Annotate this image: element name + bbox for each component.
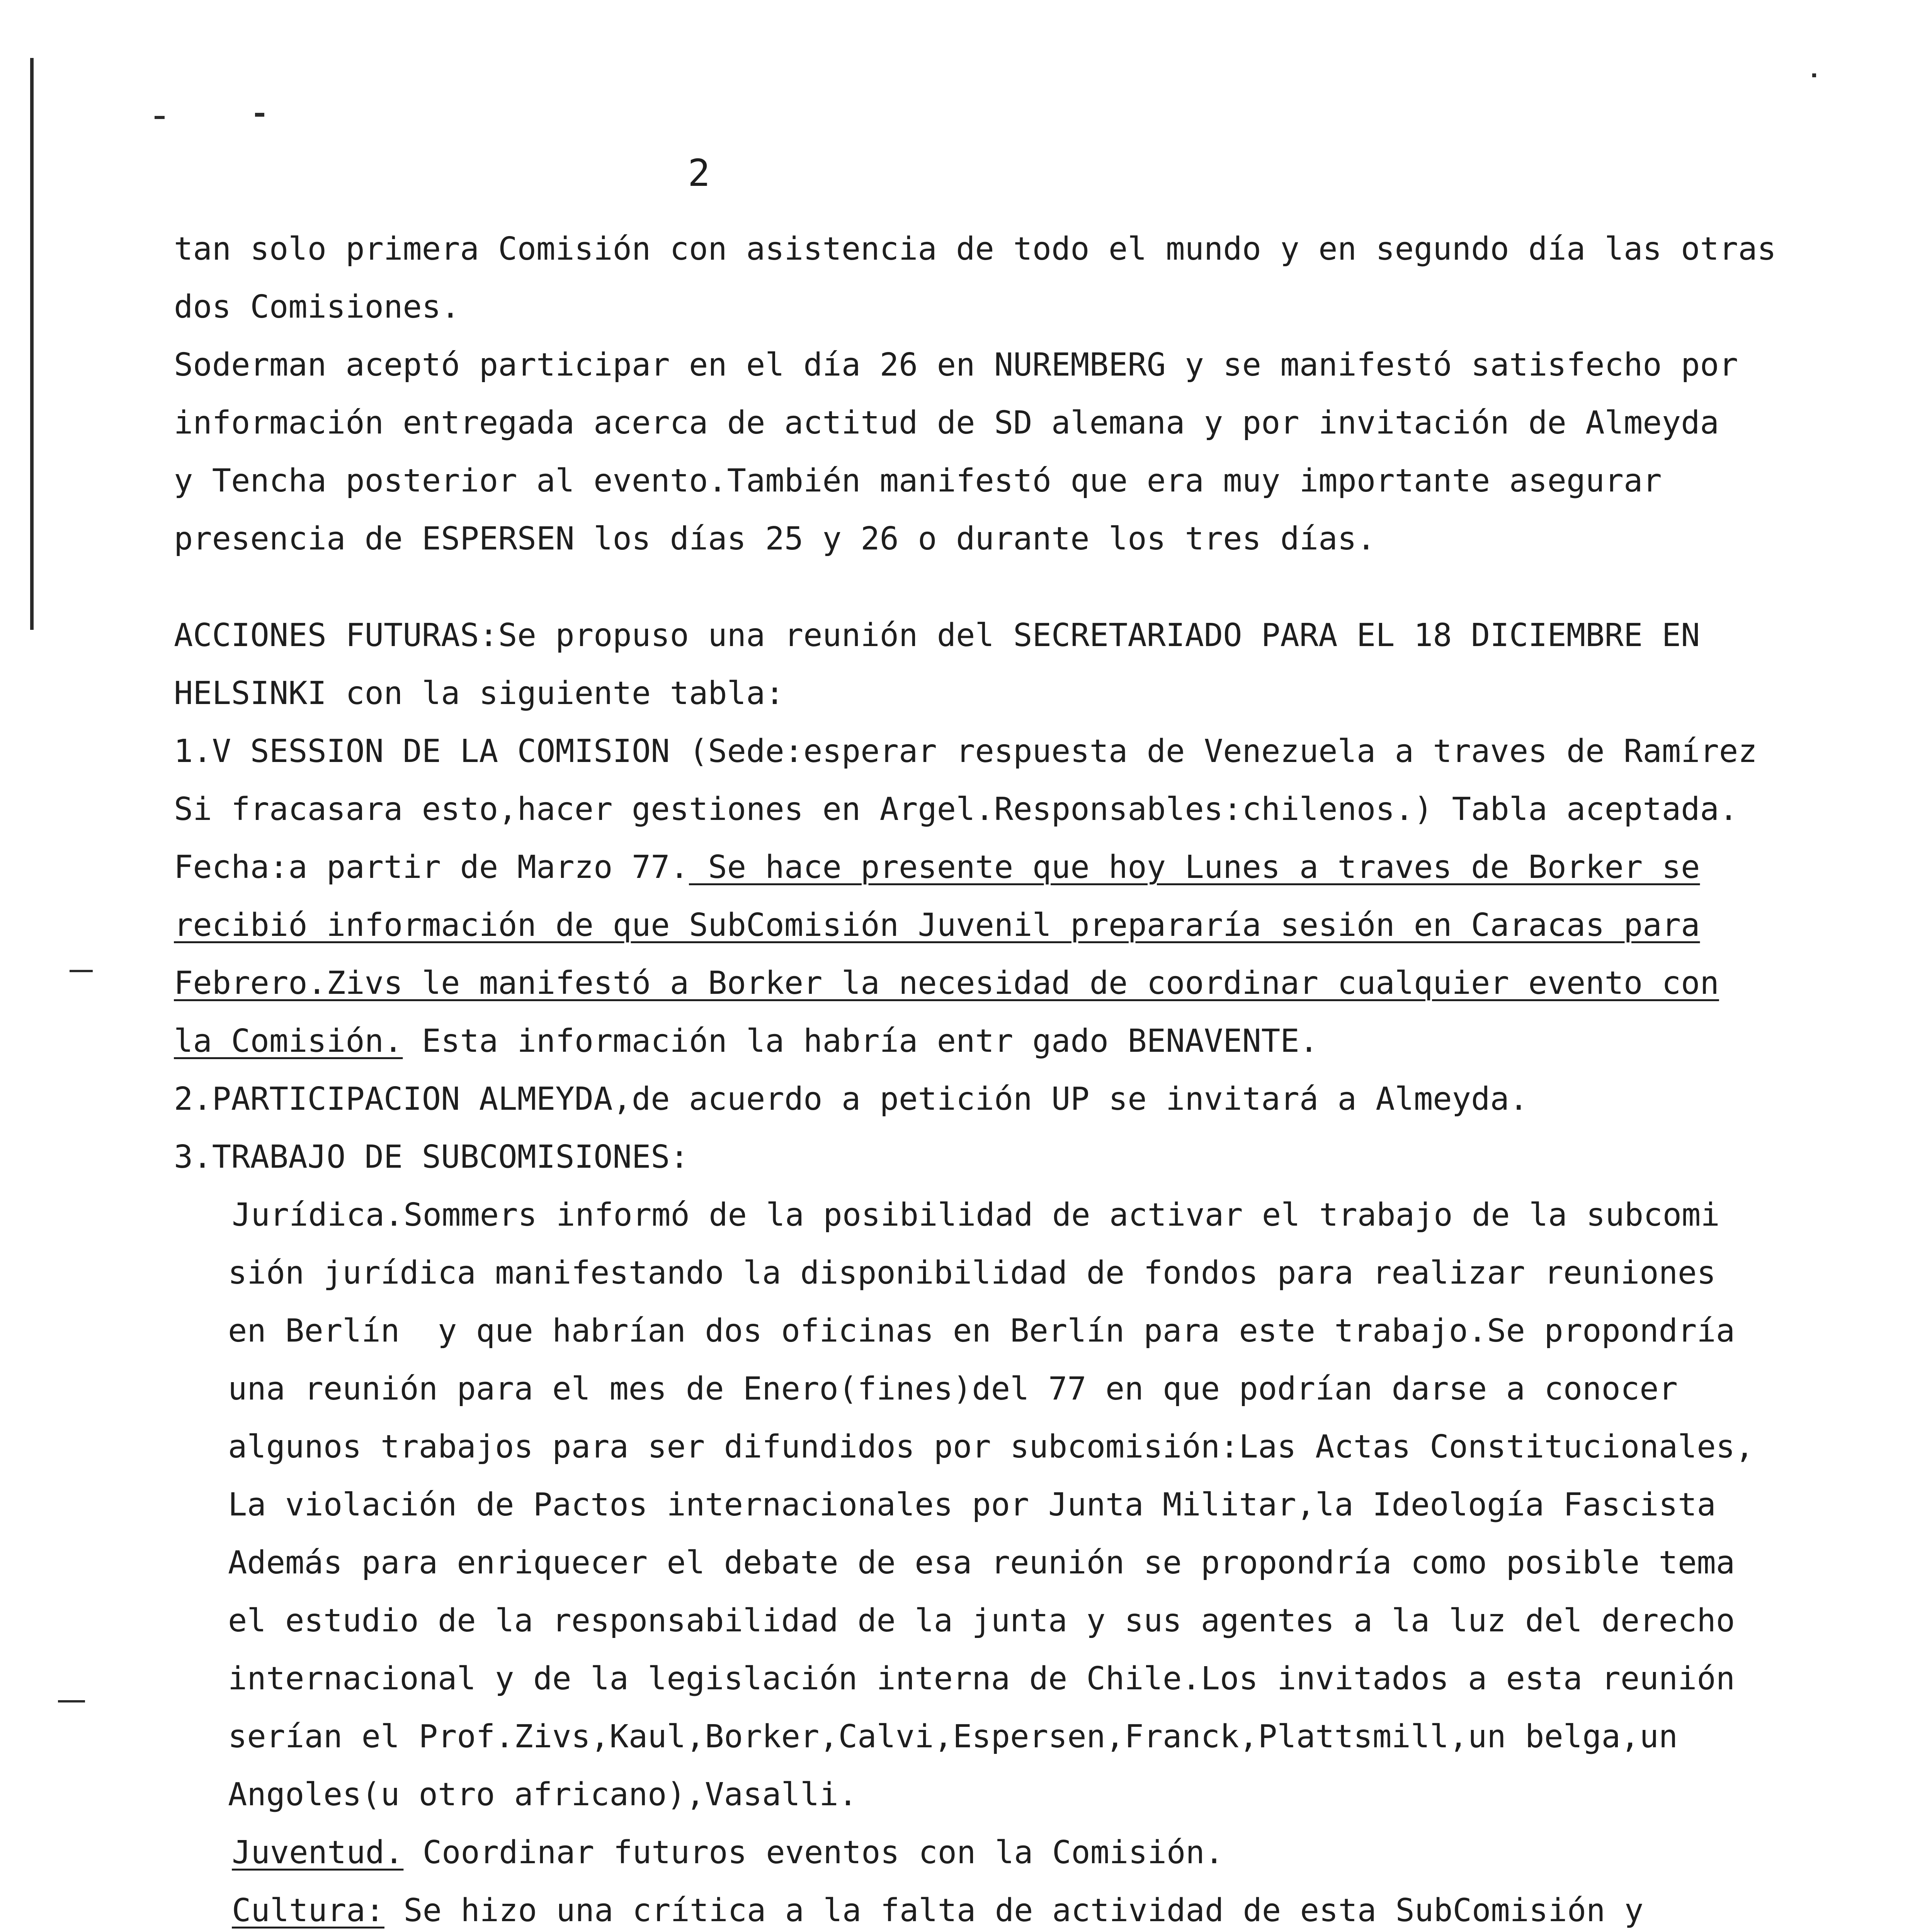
underlined-text: Cultura: (232, 1892, 384, 1929)
text-line: 3.TRABAJO DE SUBCOMISIONES: (174, 1139, 689, 1175)
underlined-text: la Comisión. (174, 1023, 403, 1060)
text-line (174, 838, 1932, 896)
text-line: sión jurídica manifestando la disponibilidad de fondos para realizar reuniones (228, 1255, 1716, 1291)
scan-speck (1812, 73, 1816, 77)
scan-speck (155, 116, 165, 119)
text-line: dos Comisiones. (174, 289, 460, 325)
text-segment: Coordinar futuros eventos con la Comisión. (403, 1834, 1224, 1871)
text-line: serían el Prof.Zivs,Kaul,Borker,Calvi,Espersen,Franck,Plattsmill,un belga,un (228, 1718, 1678, 1755)
paragraph-gap (174, 568, 1932, 607)
underlined-text: Juventud. (232, 1834, 404, 1871)
underlined-text: Se hace presente que hoy Lunes a traves de Borker se (689, 849, 1700, 886)
left-margin-line (30, 58, 34, 630)
text-line (174, 1012, 1932, 1070)
margin-tick (58, 1700, 85, 1702)
text-line (174, 1824, 1932, 1882)
text-line: Jurídica.Sommers informó de la posibilidad de activar el trabajo de la subcomi (232, 1197, 1720, 1233)
typewritten-body (174, 220, 1932, 1932)
underlined-line: recibió información de que SubComisión Juvenil prepararía sesión en Caracas para (174, 907, 1700, 944)
text-line: Si fracasara esto,hacer gestiones en Argel.Responsables:chilenos.) Tabla aceptada. (174, 791, 1738, 828)
text-segment: Fecha:a partir de Marzo 77. (174, 849, 689, 886)
text-line: 2.PARTICIPACION ALMEYDA,de acuerdo a petición UP se invitará a Almeyda. (174, 1081, 1529, 1117)
margin-tick (70, 970, 93, 972)
text-segment: Esta información la habría entr gado BENAVENTE. (403, 1023, 1319, 1060)
text-line: ACCIONES FUTURAS:Se propuso una reunión del SECRETARIADO PARA EL 18 DICIEMBRE EN (174, 617, 1700, 654)
text-line (174, 1882, 1932, 1932)
text-line: el estudio de la responsabilidad de la junta y sus agentes a la luz del derecho (228, 1602, 1735, 1639)
text-line: Angoles(u otro africano),Vasalli. (228, 1776, 858, 1813)
text-line: Soderman aceptó participar en el día 26 en NUREMBERG y se manifestó satisfecho por (174, 347, 1738, 383)
text-line: presencia de ESPERSEN los días 25 y 26 o durante los tres días. (174, 520, 1376, 557)
underlined-line: Febrero.Zivs le manifestó a Borker la necesidad de coordinar cualquier evento con (174, 965, 1719, 1002)
text-line: y Tencha posterior al evento.También manifestó que era muy importante asegurar (174, 463, 1662, 499)
text-line: internacional y de la legislación interna de Chile.Los invitados a esta reunión (228, 1660, 1735, 1697)
text-line: información entregada acerca de actitud de SD alemana y por invitación de Almeyda (174, 405, 1719, 441)
text-line: una reunión para el mes de Enero(fines)del 77 en que podrían darse a conocer (228, 1371, 1678, 1407)
text-line: La violación de Pactos internacionales por Junta Militar,la Ideología Fascista (228, 1486, 1716, 1523)
page-number: 2 (688, 151, 710, 195)
scan-speck (255, 113, 264, 117)
text-segment: Se hizo una crítica a la falta de actividad de esta SubComisión y (384, 1892, 1644, 1929)
text-line: 1.V SESSION DE LA COMISION (Sede:esperar respuesta de Venezuela a traves de Ramírez (174, 733, 1757, 770)
text-line: algunos trabajos para ser difundidos por subcomisión:Las Actas Constitucionales, (228, 1429, 1754, 1465)
text-line: HELSINKI con la siguiente tabla: (174, 675, 784, 712)
text-line: tan solo primera Comisión con asistencia de todo el mundo y en segundo día las otras (174, 231, 1776, 267)
text-line: Además para enriquecer el debate de esa reunión se propondría como posible tema (228, 1544, 1735, 1581)
text-line: en Berlín y que habrían dos oficinas en Berlín para este trabajo.Se propondría (228, 1313, 1735, 1349)
